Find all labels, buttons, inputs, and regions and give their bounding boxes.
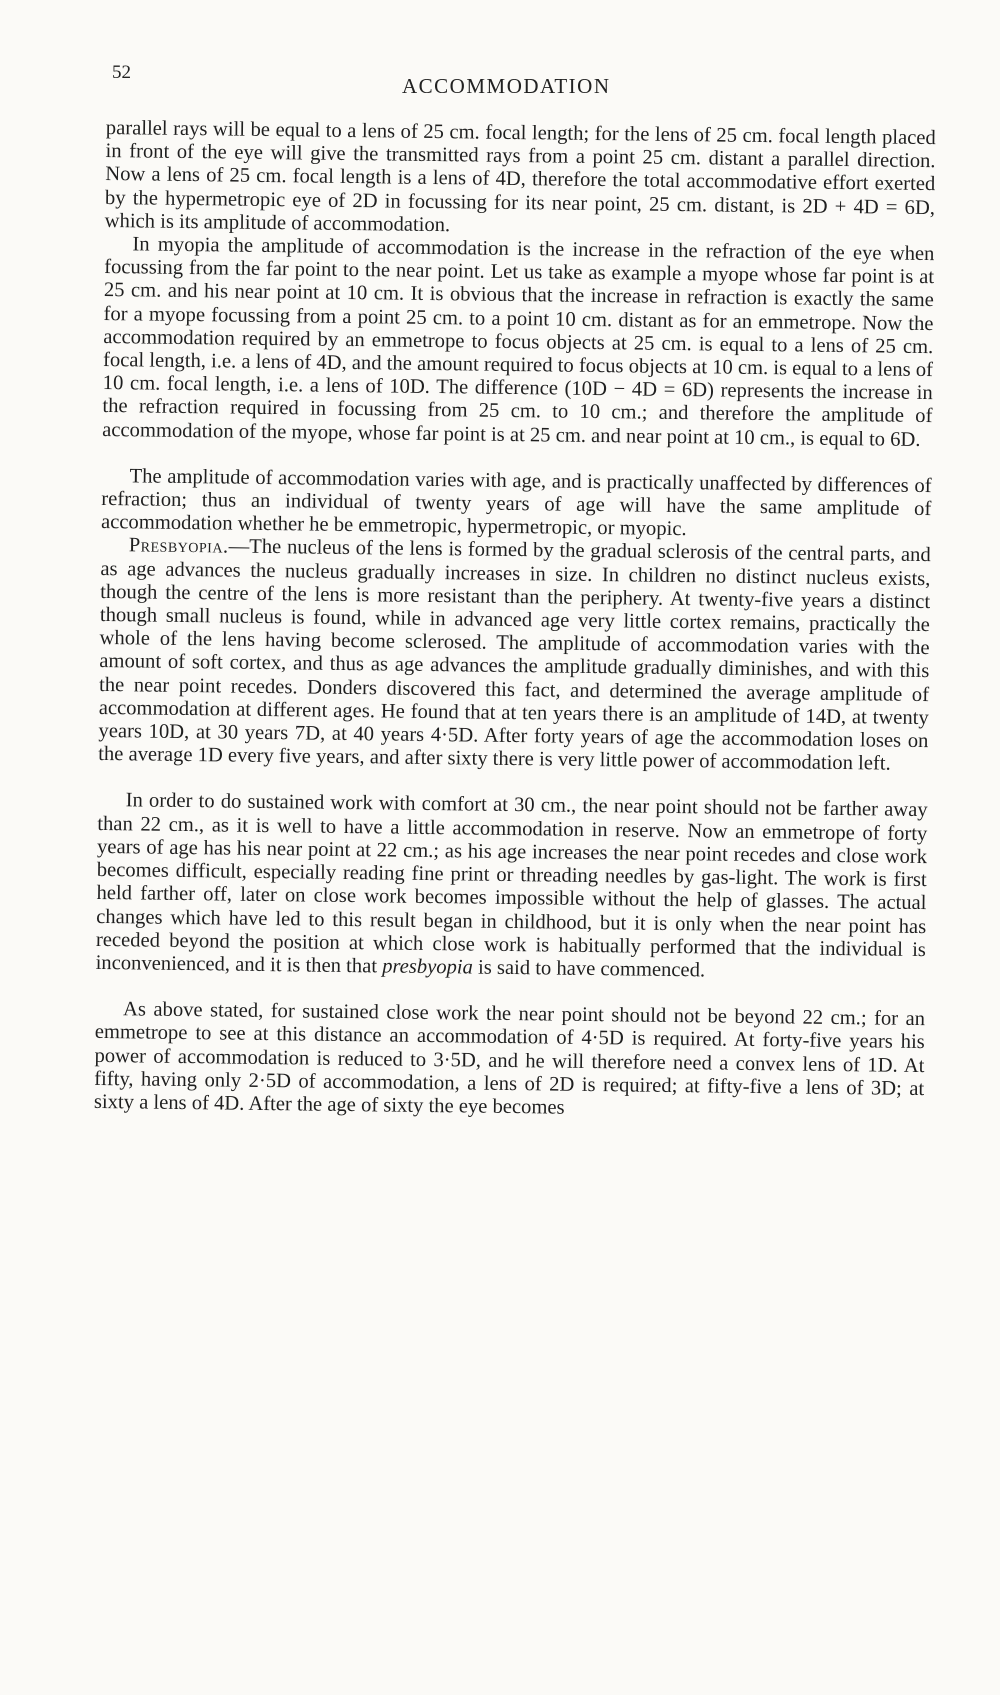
running-title: ACCOMMODATION: [402, 74, 611, 98]
paragraph-hypermetropia-continued: parallel rays will be equal to a lens of 25 cm. focal length; for the lens of 25 cm. focal length placed in front of the eye will give the transmitted rays from a point 25 cm. distant a parallel direction. Now a lens of 25 cm. focal length is a lens of 4D, therefore the total accommodative effort exerted by the hypermetropic eye of 2D in focussing for its near point, 25 cm. distant, is 2D + 4D = 6D, which is its amplitude of accommodation.: [104, 117, 936, 237]
body-text: [94, 117, 936, 1124]
paragraph-sustained-work-text: In order to do sustained work with comfort at 30 cm., the near point should not be farther away than 22 cm., as it is well to have a little accommodation in reserve. Now an emmetrope of forty years of age has his near point at 22 cm.; as his age increases the near point recedes and close work becomes difficult, especially reading fine print or threading needles by gas-light. The work is first held farther off, later on close work becomes impossible without the help of glasses. The actual changes which have led to this result began in childhood, but it is only when the near point has receded beyond the position at which close work is habitually performed that the individual is inconvenienced, and it is then that: [95, 789, 928, 978]
italic-term-presbyopia: presbyopia: [382, 955, 474, 979]
page-number: 52: [112, 62, 131, 83]
paragraph-lens-requirements: As above stated, for sustained close work the near point should not be beyond 22 cm.; for an emmetrope to see at this distance an accommodation of 4·5D is required. At forty-five years his power of accommodation is reduced to 3·5D, and he will therefore need a convex lens of 1D. At fifty, having only 2·5D of accommodation, a lens of 2D is required; at fifty-five a lens of 3D; at sixty a lens of 4D. After the age of sixty the eye becomes: [93, 998, 926, 1119]
paragraph-amplitude-age: The amplitude of accommodation varies with age, and is practically unaffected by differences of refraction; thus an individual of twenty years of age will have the same amplitude of accommodation whether he be emmetropic, hypermetropic, or myopic.: [100, 465, 932, 541]
paragraph-sustained-work: [96, 789, 928, 985]
running-head: [112, 58, 932, 98]
paragraph-myopia-amplitude: In myopia the amplitude of accommodation is the increase in the refraction of the eye when focussing from the far point to the near point. Let us take as example a myope whose far point is at 25 cm. and his near point at 10 cm. It is obvious that the increase in refraction is exactly the same for a myope focussing from a point 25 cm. to a point 10 cm. distant as for an emmetrope. Now the accommodation required by an emmetrope to focus objects at 25 cm. is equal to a lens of 25 cm. focal length, i.e. a lens of 4D, and the amount required to focus objects at 10 cm. is equal to a lens of 10 cm. focal length, i.e. a lens of 10D. The difference (10D − 4D = 6D) represents the increase in the refraction required in focussing from 25 cm. to 10 cm.; and therefore the amplitude of accommodation of the myope, whose far point is at 25 cm. and near point at 10 cm., is equal to 6D.: [102, 233, 935, 451]
paragraph-presbyopia: [98, 534, 931, 776]
paragraph-sustained-work-end: is said to have commenced.: [472, 956, 706, 982]
paragraph-presbyopia-text: —The nucleus of the lens is formed by the gradual sclerosis of the central parts, and as age advances the nucleus gradually increases in size. In children no distinct nucleus exists, though the centre of the lens is more resistant than the periphery. At twenty-five years a distinct though small nucleus is found, while in advanced age very little cortex remains, practically the whole of the lens having become sclerosed. The amplitude of accommodation varies with the amount of soft cortex, and thus as age advances the amplitude gradually diminishes, and with this the near point recedes. Donders discovered this fact, and determined the average amplitude of accommodation at different ages. He found that at ten years there is an amplitude of 14D, at twenty years 10D, at 30 years 7D, at 40 years 4·5D. After forty years of age the accommodation loses on the average 1D every five years, and after sixty there is very little power of accommodation left.: [98, 535, 931, 775]
section-heading-presbyopia: Presbyopia.: [128, 534, 229, 558]
